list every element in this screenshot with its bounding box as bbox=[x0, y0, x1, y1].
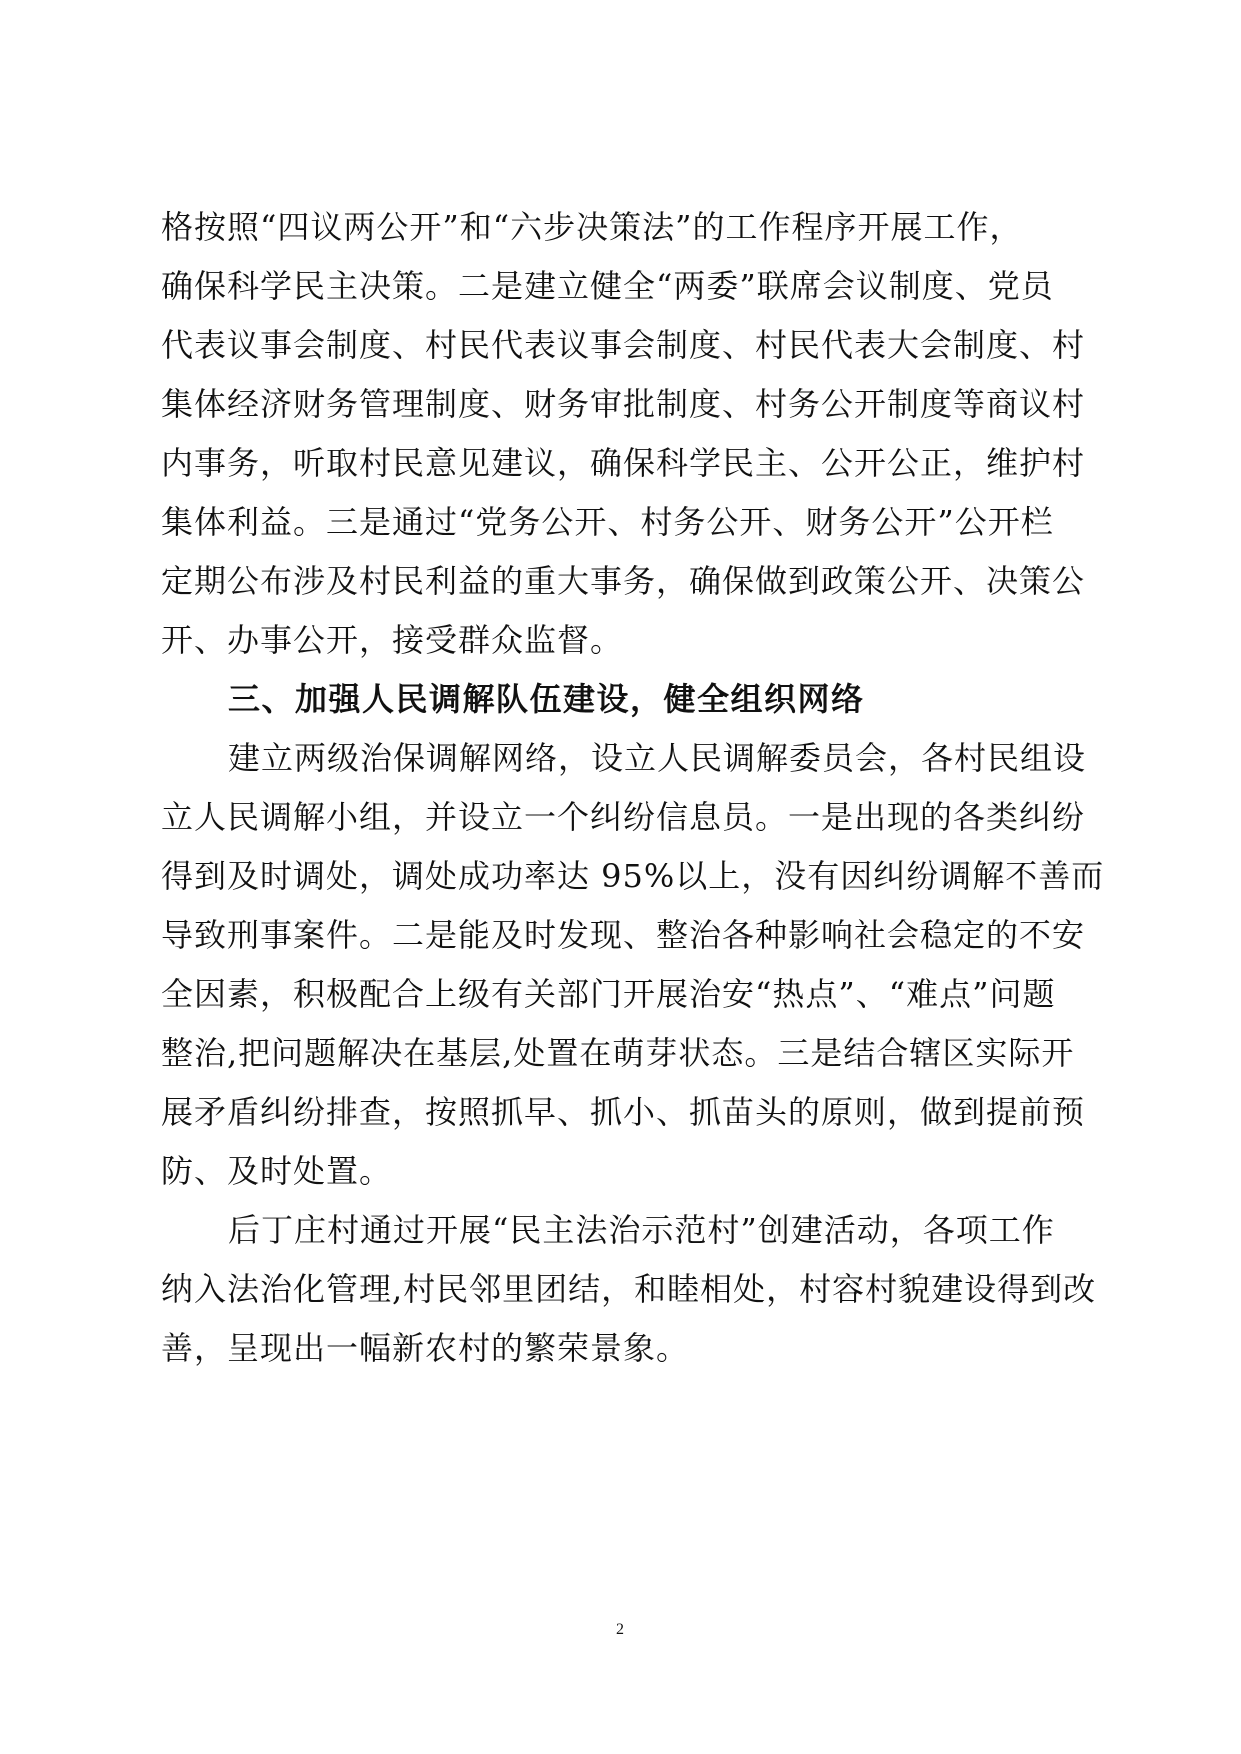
paragraph-1-line: 开、办事公开，接受群众监督。 bbox=[161, 621, 624, 659]
paragraph-3-line: 纳入法治化管理,村民邻里团结，和睦相处，村容村貌建设得到改 bbox=[161, 1270, 1097, 1308]
paragraph-2-line: 得到及时调处，调处成功率达 95%以上，没有因纠纷调解不善而 bbox=[161, 857, 1105, 895]
paragraph-1-line: 代表议事会制度、村民代表议事会制度、村民代表大会制度、村 bbox=[161, 326, 1086, 364]
section-heading: 三、加强人民调解队伍建设，健全组织网络 bbox=[228, 680, 865, 718]
paragraph-1-line: 内事务，听取村民意见建议，确保科学民主、公开公正，维护村 bbox=[161, 444, 1086, 482]
paragraph-1-line: 集体利益。三是通过“党务公开、村务公开、财务公开”公开栏 bbox=[161, 503, 1054, 541]
paragraph-2-line: 防、及时处置。 bbox=[161, 1152, 393, 1190]
paragraph-1-line: 定期公布涉及村民利益的重大事务，确保做到政策公开、决策公 bbox=[161, 562, 1086, 600]
paragraph-3-line: 善，呈现出一幅新农村的繁荣景象。 bbox=[161, 1329, 690, 1367]
paragraph-1-line: 格按照“四议两公开”和“六步决策法”的工作程序开展工作， bbox=[161, 208, 1023, 246]
paragraph-2-line: 导致刑事案件。二是能及时发现、整治各种影响社会稳定的不安 bbox=[161, 916, 1086, 954]
paragraph-2-line: 建立两级治保调解网络，设立人民调解委员会，各村民组设 bbox=[228, 739, 1087, 777]
page-number: 2 bbox=[616, 1621, 624, 1638]
paragraph-3-line: 后丁庄村通过开展“民主法治示范村”创建活动，各项工作 bbox=[228, 1211, 1055, 1249]
paragraph-2-line: 展矛盾纠纷排查，按照抓早、抓小、抓苗头的原则，做到提前预 bbox=[161, 1093, 1086, 1131]
paragraph-2-line: 立人民调解小组，并设立一个纠纷信息员。一是出现的各类纠纷 bbox=[161, 798, 1086, 836]
paragraph-1-line: 集体经济财务管理制度、财务审批制度、村务公开制度等商议村 bbox=[161, 385, 1086, 423]
paragraph-2-line: 整治,把问题解决在基层,处置在萌芽状态。三是结合辖区实际开 bbox=[161, 1034, 1075, 1072]
paragraph-2-line: 全因素，积极配合上级有关部门开展治安“热点”、“难点”问题 bbox=[161, 975, 1056, 1013]
paragraph-1-line: 确保科学民主决策。二是建立健全“两委”联席会议制度、党员 bbox=[161, 267, 1054, 305]
